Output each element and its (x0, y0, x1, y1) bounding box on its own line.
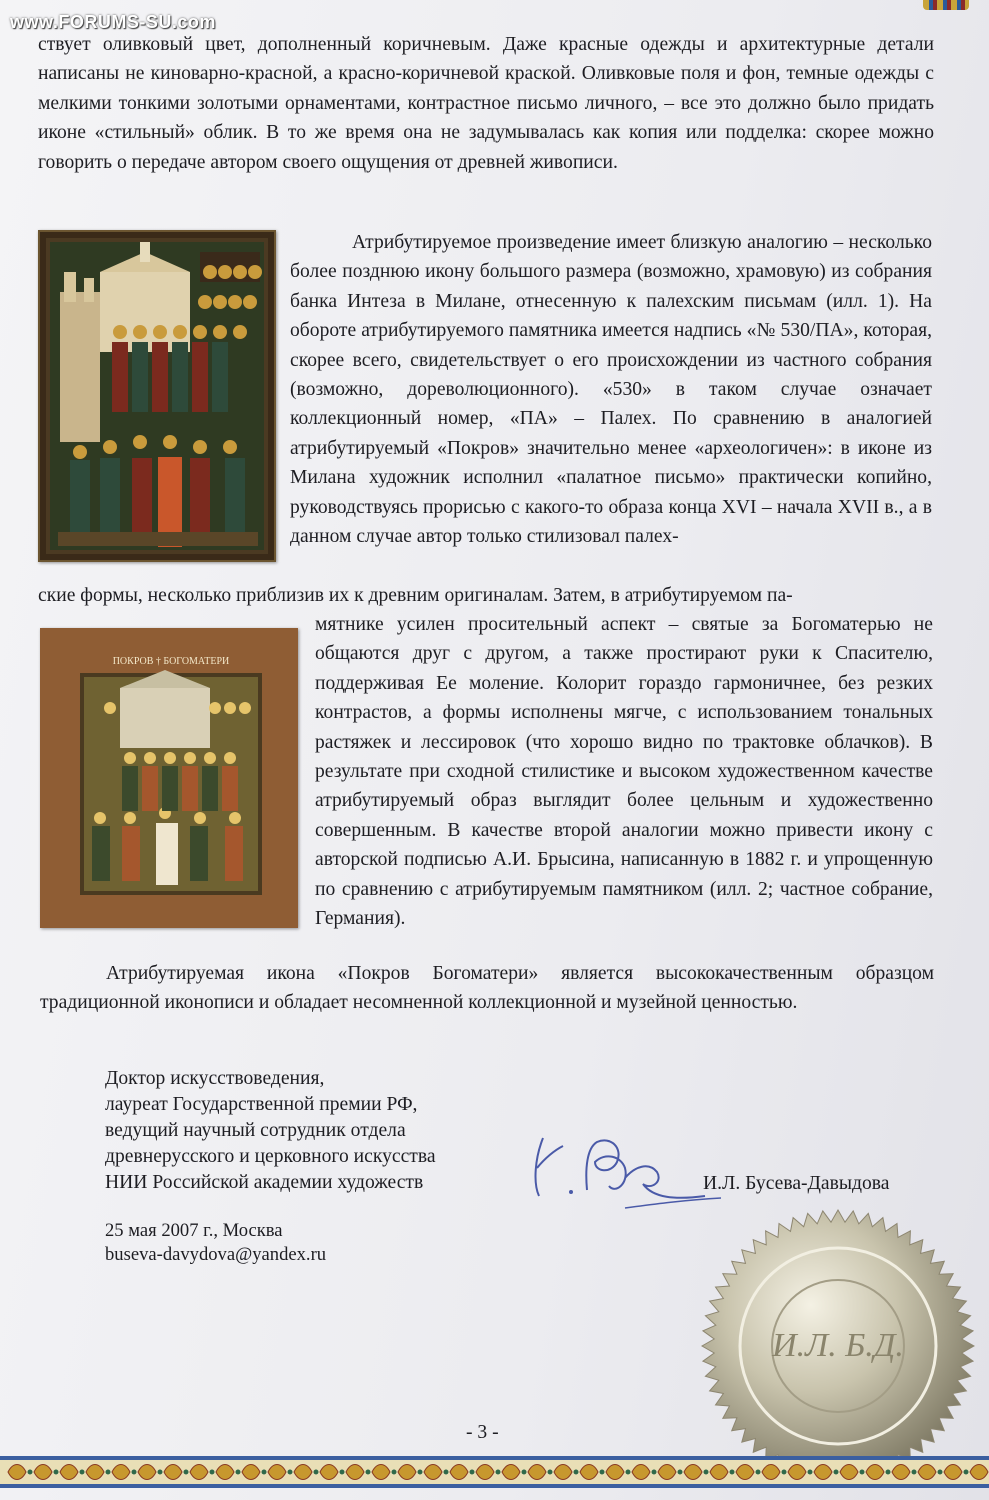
border-dot (54, 1470, 59, 1475)
paragraph-5: Атрибутируемая икона «Покров Богоматери» является высококачественным образцом традиционной иконописи и обладает несомненной коллекционной и музейной ценностью. (40, 963, 934, 1014)
paragraph-2: Атрибутируемое произведение имеет близкую аналогию – несколько более позднюю икону большого размера (возможно, храмовую) из собрания банка Интеза в Милане, отнесенную к палехским письмам (илл. 1). На обороте атрибутируемого памятника имеется надпись «№ 530/ПА», которая, скорее всего, свидетельствует о его происхождении из частного собрания (возможно, дореволюционного). «530» в таком случае означает коллекционный номер, «ПА» – Палех. По сравнению в аналогией атрибутируемый «Покров» значительно менее «археологичен»: в иконе из Милана художник исполнил «палатное письмо» практически копийно, руководствуясь прорисью с какого-то образа конца XVI – начала XVII в., а в данном случае автор только стилизовал палех- (290, 232, 932, 548)
border-dot (28, 1470, 33, 1475)
border-dot (184, 1470, 189, 1475)
ornamental-border (0, 1440, 989, 1500)
border-dot (808, 1470, 813, 1475)
title-line: Доктор искусствоведения, (105, 1068, 325, 1089)
date-contact-block (105, 1219, 326, 1267)
border-dot (860, 1470, 865, 1475)
title-line: древнерусского и церковного искусства (105, 1146, 436, 1167)
border-dot (652, 1470, 657, 1475)
border-dot (626, 1470, 631, 1475)
border-dot (678, 1470, 683, 1475)
border-dot (704, 1470, 709, 1475)
border-dot (496, 1470, 501, 1475)
page-number: - 3 - (466, 1422, 499, 1443)
border-dot (418, 1470, 423, 1475)
border-dot (132, 1470, 137, 1475)
icon-2-painting (40, 628, 298, 928)
border-dot (522, 1470, 527, 1475)
icon-illustration-1 (38, 230, 276, 562)
email-address: buseva-davydova@yandex.ru (105, 1244, 327, 1265)
border-dot (574, 1470, 579, 1475)
border-dot (366, 1470, 371, 1475)
icon-2-caption: ПОКРОВ † БОГОМАТЕРИ (112, 656, 230, 667)
border-dot (782, 1470, 787, 1475)
site-watermark: www.FORUMS-SU.com (10, 12, 216, 32)
border-dot (444, 1470, 449, 1475)
border-dot (548, 1470, 553, 1475)
title-line: ведущий научный сотрудник отдела (105, 1120, 406, 1141)
border-dot (470, 1470, 475, 1475)
border-dot (288, 1470, 293, 1475)
paragraph-4: мятнике усилен просительный аспект – святые за Богоматерью не общаются друг с другом, а также простирают руки к Спасителю, поддерживая Ее моление. Колорит гораздо гармоничнее, без резких контрастов, а формы исполнены мягче, с использованием тональных растяжек и лессировок (что хорошо видно по трактовке облачков). В результате при сходной стилистике и высоком художественном качестве атрибутируемый образ выглядит более цельным и художественно совершенным. В качестве второй аналогии можно привести икону с авторской подписью А.И. Брысина, написанную в 1882 г. и упрощенную по сравнению с атрибутируемым памятником (илл. 2; частное собрание, Германия). (315, 614, 933, 930)
icon-1-painting (40, 232, 274, 560)
border-dot (912, 1470, 917, 1475)
signatory-titles (105, 1066, 436, 1196)
document-date: 25 мая 2007 г., Москва (105, 1220, 283, 1241)
border-dot (262, 1470, 267, 1475)
border-dot (340, 1470, 345, 1475)
icon-illustration-2 (40, 628, 298, 928)
border-dot (158, 1470, 163, 1475)
border-dot (730, 1470, 735, 1475)
signatory-name: И.Л. Бусева-Давыдова (703, 1173, 890, 1194)
handwritten-signature (525, 1128, 725, 1218)
paragraph-1: ствует оливковый цвет, дополненный коричневым. Даже красные одежды и архитектурные детали написаны не киноварно-красной, а красно-коричневой краской. Оливковые поля и фон, темные одежды с мелкими тонкими золотыми орнаментами, контрастное письмо личного, – все это должно было придать иконе «стильный» облик. В то же время она не задумывалась как копия или подделка: скорее можно говорить о передаче автором своего ощущения от древней живописи. (38, 34, 934, 173)
title-line: НИИ Российской академии художеств (105, 1172, 424, 1193)
border-dot (314, 1470, 319, 1475)
seal-initials: И.Л. Б.Д. (772, 1327, 904, 1364)
border-dot (938, 1470, 943, 1475)
border-dot (80, 1470, 85, 1475)
title-line: лауреат Государственной премии РФ, (105, 1094, 418, 1115)
border-dot (964, 1470, 969, 1475)
border-dot (392, 1470, 397, 1475)
paragraph-3: ские формы, несколько приблизив их к древним оригиналам. Затем, в атрибутируемом па- (38, 585, 793, 606)
border-dot (236, 1470, 241, 1475)
border-dot (756, 1470, 761, 1475)
border-dot (834, 1470, 839, 1475)
border-dot (106, 1470, 111, 1475)
border-dot (886, 1470, 891, 1475)
corner-ornament (923, 0, 969, 10)
border-dot (210, 1470, 215, 1475)
border-dot (600, 1470, 605, 1475)
